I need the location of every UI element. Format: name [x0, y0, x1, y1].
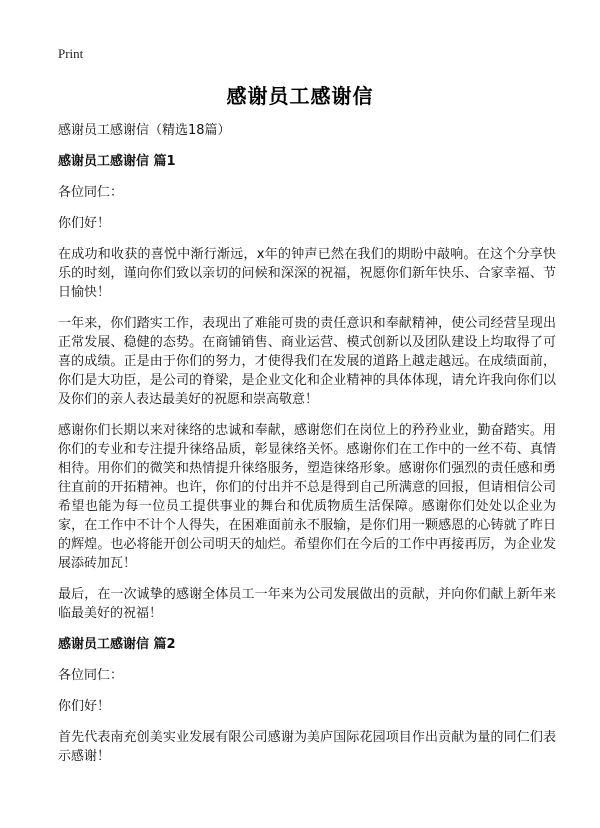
body-paragraph: 最后，在一次诚挚的感谢全体员工一年来为公司发展做出的贡献，并向你们献上新年来临最美好的祝福！ — [58, 587, 556, 621]
section-heading: 感谢员工感谢信 篇1 — [58, 154, 176, 169]
print-link[interactable]: Print — [58, 46, 84, 61]
greeting: 你们好！ — [58, 699, 111, 714]
body-paragraph: 感谢你们长期以来对徕络的忠诚和奉献，感谢您们在岗位上的矜矜业业，勤奋踏实。用你们的专业和专注提升徕络品质，彰显徕络关怀。感谢你们在工作中的一丝不苟、真情相待。用你们的微笑和热情提升徕络服务，塑造徕络形象。感谢你们强烈的责任感和勇往直前的开拓精神。也许，你们的付出并不总是得到自己所满意的回报，但请相信公司希望也能为每一位员工提供事业的舞台和优质物质生活保障。感谢你们处处以企业为家，在工作中不计个人得失，在困难面前永不服输，是你们用一颗感恩的心铸就了昨日的辉煌。也必将能开创公司明天的灿烂。希望你们在今后的工作中再接再厉，为企业发展添砖加瓦！ — [58, 423, 556, 571]
salutation: 各位同仁： — [58, 668, 124, 683]
body-paragraph: 首先代表南充创美实业发展有限公司感谢为美庐国际花园项目作出贡献为量的同仁们表示感谢！ — [58, 730, 556, 764]
body-paragraph: 一年来，你们踏实工作，表现出了难能可贵的责任意识和奉献精神，使公司经营呈现出正常发展、稳健的态势。在商铺销售、商业运营、模式创新以及团队建设上均取得了可喜的成绩。正是由于你们的努力，才使得我们在发展的道路上越走越远。在成绩面前，你们是大功臣，是公司的脊梁，是企业文化和企业精神的具体体现，请允许我向你们以及你们的亲人表达最美好的祝愿和崇高敬意！ — [58, 316, 556, 407]
document-subtitle: 感谢员工感谢信（精选18篇） — [58, 123, 231, 138]
page-title: 感谢员工感谢信 — [226, 84, 374, 108]
body-paragraph: 在成功和收获的喜悦中渐行渐远，x年的钟声已然在我们的期盼中敲响。在这个分享快乐的时刻，谨向你们致以亲切的问候和深深的祝福，祝愿你们新年快乐、合家幸福、节日愉快！ — [58, 247, 556, 300]
greeting: 你们好！ — [58, 216, 111, 231]
document-content — [58, 121, 556, 778]
salutation: 各位同仁： — [58, 185, 124, 200]
section-heading: 感谢员工感谢信 篇2 — [58, 637, 176, 652]
